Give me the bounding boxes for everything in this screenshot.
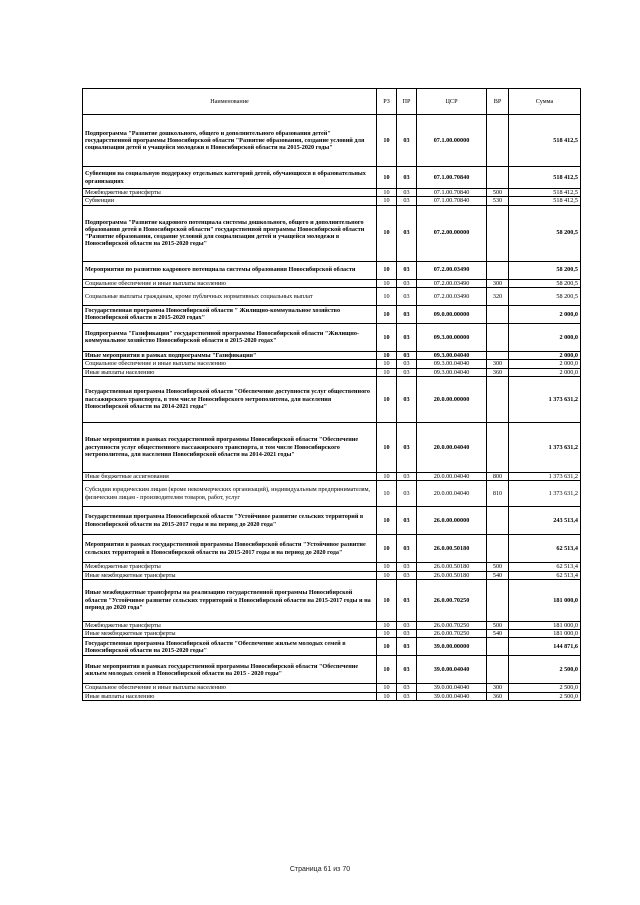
cell-rz: 10 xyxy=(377,360,397,368)
table-row xyxy=(83,535,581,563)
cell-csr: 39.0.00.04040 xyxy=(417,656,487,684)
cell-sum: 181 000,0 xyxy=(509,630,581,638)
cell-csr: 07.2.00.00000 xyxy=(417,205,487,261)
cell-pr: 03 xyxy=(397,360,417,368)
table-body xyxy=(83,115,581,701)
cell-name: Иные выплаты населению xyxy=(83,368,377,376)
table-row xyxy=(83,323,581,351)
cell-name: Государственная программа Новосибирской области "Устойчивое развитие сельских территорий в Новосибирской области на 2015-2017 годы и на период до 2020 года" xyxy=(83,507,377,535)
cell-rz: 10 xyxy=(377,261,397,279)
table-row xyxy=(83,579,581,621)
cell-csr: 07.2.00.03490 xyxy=(417,287,487,305)
cell-rz: 10 xyxy=(377,368,397,376)
page-number: Страница 61 из 70 xyxy=(289,866,351,873)
table-row xyxy=(83,571,581,579)
cell-pr: 03 xyxy=(397,579,417,621)
cell-sum: 1 373 631,2 xyxy=(509,376,581,422)
cell-pr: 03 xyxy=(397,279,417,287)
header-csr: ЦСР xyxy=(417,89,487,115)
cell-pr: 03 xyxy=(397,638,417,656)
cell-name: Подпрограмма "Развитие дошкольного, общего и дополнительного образования детей" государственной программы Новосибирской области "Развитие образования, создание условий для социализации детей и учащейся молодежи в Новосибирской области на 2015-2020 годы" xyxy=(83,115,377,167)
cell-csr: 09.3.00.04040 xyxy=(417,360,487,368)
table-row xyxy=(83,692,581,700)
cell-name: Социальные выплаты гражданам, кроме публичных нормативных социальных выплат xyxy=(83,287,377,305)
cell-sum: 1 373 631,2 xyxy=(509,422,581,472)
budget-table xyxy=(82,88,581,701)
cell-rz: 10 xyxy=(377,167,397,189)
cell-rz: 10 xyxy=(377,621,397,629)
table-row xyxy=(83,261,581,279)
cell-vr xyxy=(487,656,509,684)
cell-vr: 300 xyxy=(487,360,509,368)
cell-vr xyxy=(487,376,509,422)
cell-name: Субсидии юридическим лицам (кроме некоммерческих организаций), индивидуальным предпринимателям, физическим лицам - производителям товаров, работ, услуг xyxy=(83,481,377,507)
cell-rz: 10 xyxy=(377,197,397,205)
cell-sum: 62 513,4 xyxy=(509,563,581,571)
table-row xyxy=(83,360,581,368)
cell-vr xyxy=(487,422,509,472)
cell-pr: 03 xyxy=(397,351,417,359)
table-row xyxy=(83,167,581,189)
cell-pr: 03 xyxy=(397,535,417,563)
cell-rz: 10 xyxy=(377,422,397,472)
cell-vr: 300 xyxy=(487,279,509,287)
table-row xyxy=(83,197,581,205)
cell-rz: 10 xyxy=(377,656,397,684)
table-row xyxy=(83,376,581,422)
cell-pr: 03 xyxy=(397,692,417,700)
cell-vr xyxy=(487,535,509,563)
cell-csr: 20.0.00.04040 xyxy=(417,422,487,472)
cell-name: Мероприятия в рамках государственной программы Новосибирской области "Устойчивое развитие сельских территорий в Новосибирской области на 2015-2017 годы и на период до 2020 года" xyxy=(83,535,377,563)
cell-pr: 03 xyxy=(397,167,417,189)
cell-rz: 10 xyxy=(377,205,397,261)
cell-name: Государственная программа Новосибирской области "Обеспечение жильем молодых семей в Новосибирской области на 2015-2020 годы" xyxy=(83,638,377,656)
cell-pr: 03 xyxy=(397,481,417,507)
cell-rz: 10 xyxy=(377,472,397,480)
cell-csr: 09.0.00.00000 xyxy=(417,305,487,323)
cell-pr: 03 xyxy=(397,472,417,480)
cell-rz: 10 xyxy=(377,279,397,287)
cell-csr: 07.1.00.00000 xyxy=(417,115,487,167)
cell-csr: 20.0.00.00000 xyxy=(417,376,487,422)
cell-sum: 2 500,0 xyxy=(509,656,581,684)
table-header-row xyxy=(83,89,581,115)
cell-sum: 144 871,6 xyxy=(509,638,581,656)
table-row xyxy=(83,279,581,287)
cell-sum: 1 373 631,2 xyxy=(509,481,581,507)
cell-name: Субвенции xyxy=(83,197,377,205)
cell-pr: 03 xyxy=(397,287,417,305)
cell-vr: 810 xyxy=(487,481,509,507)
cell-pr: 03 xyxy=(397,571,417,579)
cell-sum: 2 000,0 xyxy=(509,351,581,359)
cell-name: Иные мероприятия в рамках государственной программы Новосибирской области "Обеспечение доступности услуг общественного пассажирского транспорта, в том числе Новосибирского метрополитена, для населения Новосибирской области на 2014-2021 годы" xyxy=(83,422,377,472)
cell-name: Иные выплаты населению xyxy=(83,692,377,700)
cell-name: Социальное обеспечение и иные выплаты населению xyxy=(83,279,377,287)
cell-sum: 2 000,0 xyxy=(509,368,581,376)
cell-vr xyxy=(487,305,509,323)
cell-vr xyxy=(487,351,509,359)
table-row xyxy=(83,287,581,305)
cell-sum: 518 412,5 xyxy=(509,197,581,205)
cell-pr: 03 xyxy=(397,630,417,638)
cell-name: Иные мероприятия в рамках подпрограммы "Газификация" xyxy=(83,351,377,359)
cell-rz: 10 xyxy=(377,189,397,197)
table-row xyxy=(83,621,581,629)
header-vr: ВР xyxy=(487,89,509,115)
cell-vr: 540 xyxy=(487,630,509,638)
table-row xyxy=(83,189,581,197)
cell-rz: 10 xyxy=(377,692,397,700)
cell-csr: 26.0.00.70250 xyxy=(417,621,487,629)
cell-sum: 2 500,0 xyxy=(509,684,581,692)
cell-csr: 09.3.00.04040 xyxy=(417,368,487,376)
cell-vr: 500 xyxy=(487,621,509,629)
cell-sum: 2 000,0 xyxy=(509,305,581,323)
cell-csr: 39.0.00.04040 xyxy=(417,692,487,700)
cell-vr xyxy=(487,205,509,261)
cell-csr: 09.3.00.00000 xyxy=(417,323,487,351)
cell-sum: 518 412,5 xyxy=(509,115,581,167)
cell-csr: 20.0.00.04040 xyxy=(417,472,487,480)
cell-csr: 07.2.00.03490 xyxy=(417,261,487,279)
table-row xyxy=(83,563,581,571)
cell-pr: 03 xyxy=(397,507,417,535)
cell-csr: 07.1.00.70840 xyxy=(417,189,487,197)
cell-vr: 500 xyxy=(487,189,509,197)
cell-rz: 10 xyxy=(377,571,397,579)
table-row xyxy=(83,368,581,376)
header-name: Наименование xyxy=(83,89,377,115)
cell-sum: 181 000,0 xyxy=(509,621,581,629)
cell-sum: 2 000,0 xyxy=(509,360,581,368)
cell-csr: 20.0.00.04040 xyxy=(417,481,487,507)
cell-name: Межбюджетные трансферты xyxy=(83,189,377,197)
cell-pr: 03 xyxy=(397,197,417,205)
cell-name: Мероприятия по развитию кадрового потенциала системы образования Новосибирской области xyxy=(83,261,377,279)
header-rz: РЗ xyxy=(377,89,397,115)
cell-name: Иные межбюджетные трансферты на реализацию государственной программы Новосибирской области "Устойчивое развитие сельских территорий в Новосибирской области на 2015-2017 годы и на период до 2020 года" xyxy=(83,579,377,621)
cell-name: Социальное обеспечение и иные выплаты населению xyxy=(83,360,377,368)
cell-rz: 10 xyxy=(377,305,397,323)
header-pr: ПР xyxy=(397,89,417,115)
cell-csr: 07.2.00.03490 xyxy=(417,279,487,287)
table-row xyxy=(83,472,581,480)
cell-vr xyxy=(487,167,509,189)
cell-pr: 03 xyxy=(397,368,417,376)
cell-rz: 10 xyxy=(377,351,397,359)
cell-pr: 03 xyxy=(397,621,417,629)
cell-vr: 300 xyxy=(487,684,509,692)
cell-csr: 07.1.00.70840 xyxy=(417,197,487,205)
cell-name: Межбюджетные трансферты xyxy=(83,621,377,629)
table-row xyxy=(83,115,581,167)
cell-name: Подпрограмма "Газификация" государственной программы Новосибирской области "Жилищно-коммунальное хозяйство Новосибирской области в 2015-2020 годах" xyxy=(83,323,377,351)
cell-pr: 03 xyxy=(397,205,417,261)
cell-csr: 07.1.00.70840 xyxy=(417,167,487,189)
cell-rz: 10 xyxy=(377,323,397,351)
cell-rz: 10 xyxy=(377,535,397,563)
cell-vr xyxy=(487,323,509,351)
cell-vr xyxy=(487,115,509,167)
cell-sum: 181 000,0 xyxy=(509,579,581,621)
cell-csr: 26.0.00.70250 xyxy=(417,630,487,638)
cell-rz: 10 xyxy=(377,376,397,422)
cell-csr: 26.0.00.70250 xyxy=(417,579,487,621)
cell-name: Подпрограмма "Развитие кадрового потенциала системы дошкольного, общего и дополнительного образования детей в Новосибирской области" государственной программы Новосибирской области "Развитие образования, создание условий для социализации детей и учащейся молодежи в Новосибирской области на 2015-2020 годы" xyxy=(83,205,377,261)
table-row xyxy=(83,507,581,535)
cell-rz: 10 xyxy=(377,287,397,305)
table-row xyxy=(83,630,581,638)
cell-vr xyxy=(487,579,509,621)
cell-sum: 58 200,5 xyxy=(509,287,581,305)
cell-csr: 39.0.00.04040 xyxy=(417,684,487,692)
cell-vr: 500 xyxy=(487,563,509,571)
cell-vr xyxy=(487,261,509,279)
cell-csr: 26.0.00.50180 xyxy=(417,535,487,563)
cell-vr: 800 xyxy=(487,472,509,480)
cell-pr: 03 xyxy=(397,261,417,279)
cell-pr: 03 xyxy=(397,323,417,351)
cell-pr: 03 xyxy=(397,422,417,472)
cell-name: Иные бюджетные ассигнования xyxy=(83,472,377,480)
cell-name: Иные межбюджетные трансферты xyxy=(83,630,377,638)
cell-sum: 1 373 631,2 xyxy=(509,472,581,480)
cell-sum: 58 200,5 xyxy=(509,205,581,261)
cell-pr: 03 xyxy=(397,305,417,323)
cell-vr: 320 xyxy=(487,287,509,305)
cell-sum: 62 513,4 xyxy=(509,571,581,579)
cell-vr: 530 xyxy=(487,197,509,205)
cell-sum: 243 513,4 xyxy=(509,507,581,535)
cell-name: Государственная программа Новосибирской области "Обеспечение доступности услуг общественного пассажирского транспорта, в том числе Новосибирского метрополитена, для населения Новосибирской области на 2014-2021 годы" xyxy=(83,376,377,422)
cell-csr: 26.0.00.50180 xyxy=(417,563,487,571)
cell-name: Межбюджетные трансферты xyxy=(83,563,377,571)
cell-rz: 10 xyxy=(377,563,397,571)
cell-sum: 2 500,0 xyxy=(509,692,581,700)
cell-rz: 10 xyxy=(377,638,397,656)
table-row xyxy=(83,422,581,472)
cell-vr xyxy=(487,507,509,535)
cell-rz: 10 xyxy=(377,630,397,638)
cell-csr: 09.3.00.04040 xyxy=(417,351,487,359)
cell-name: Социальное обеспечение и иные выплаты населению xyxy=(83,684,377,692)
cell-rz: 10 xyxy=(377,684,397,692)
cell-name: Иные межбюджетные трансферты xyxy=(83,571,377,579)
cell-sum: 58 200,5 xyxy=(509,261,581,279)
cell-vr: 360 xyxy=(487,692,509,700)
cell-pr: 03 xyxy=(397,115,417,167)
cell-csr: 26.0.00.00000 xyxy=(417,507,487,535)
cell-csr: 26.0.00.50180 xyxy=(417,571,487,579)
cell-sum: 2 000,0 xyxy=(509,323,581,351)
table-row xyxy=(83,305,581,323)
cell-pr: 03 xyxy=(397,189,417,197)
cell-vr xyxy=(487,638,509,656)
cell-rz: 10 xyxy=(377,481,397,507)
header-sum: Сумма xyxy=(509,89,581,115)
cell-rz: 10 xyxy=(377,507,397,535)
cell-sum: 518 412,5 xyxy=(509,189,581,197)
cell-vr: 360 xyxy=(487,368,509,376)
cell-rz: 10 xyxy=(377,115,397,167)
cell-sum: 518 412,5 xyxy=(509,167,581,189)
cell-vr: 540 xyxy=(487,571,509,579)
cell-csr: 39.0.00.00000 xyxy=(417,638,487,656)
cell-rz: 10 xyxy=(377,579,397,621)
cell-sum: 58 200,5 xyxy=(509,279,581,287)
table-row xyxy=(83,205,581,261)
cell-pr: 03 xyxy=(397,684,417,692)
cell-name: Государственная программа Новосибирской области " Жилищно-коммунальное хозяйство Новосибирской области в 2015-2020 годах" xyxy=(83,305,377,323)
table-row xyxy=(83,638,581,656)
cell-pr: 03 xyxy=(397,563,417,571)
table-row xyxy=(83,351,581,359)
cell-sum: 62 513,4 xyxy=(509,535,581,563)
cell-pr: 03 xyxy=(397,376,417,422)
table-row xyxy=(83,684,581,692)
cell-pr: 03 xyxy=(397,656,417,684)
table-row xyxy=(83,481,581,507)
cell-name: Субвенции на социальную поддержку отдельных категорий детей, обучающихся в образовательных организациях xyxy=(83,167,377,189)
cell-name: Иные мероприятия в рамках государственной программы Новосибирской области "Обеспечение жильем молодых семей в Новосибирской области на 2015 - 2020 годы" xyxy=(83,656,377,684)
table-row xyxy=(83,656,581,684)
